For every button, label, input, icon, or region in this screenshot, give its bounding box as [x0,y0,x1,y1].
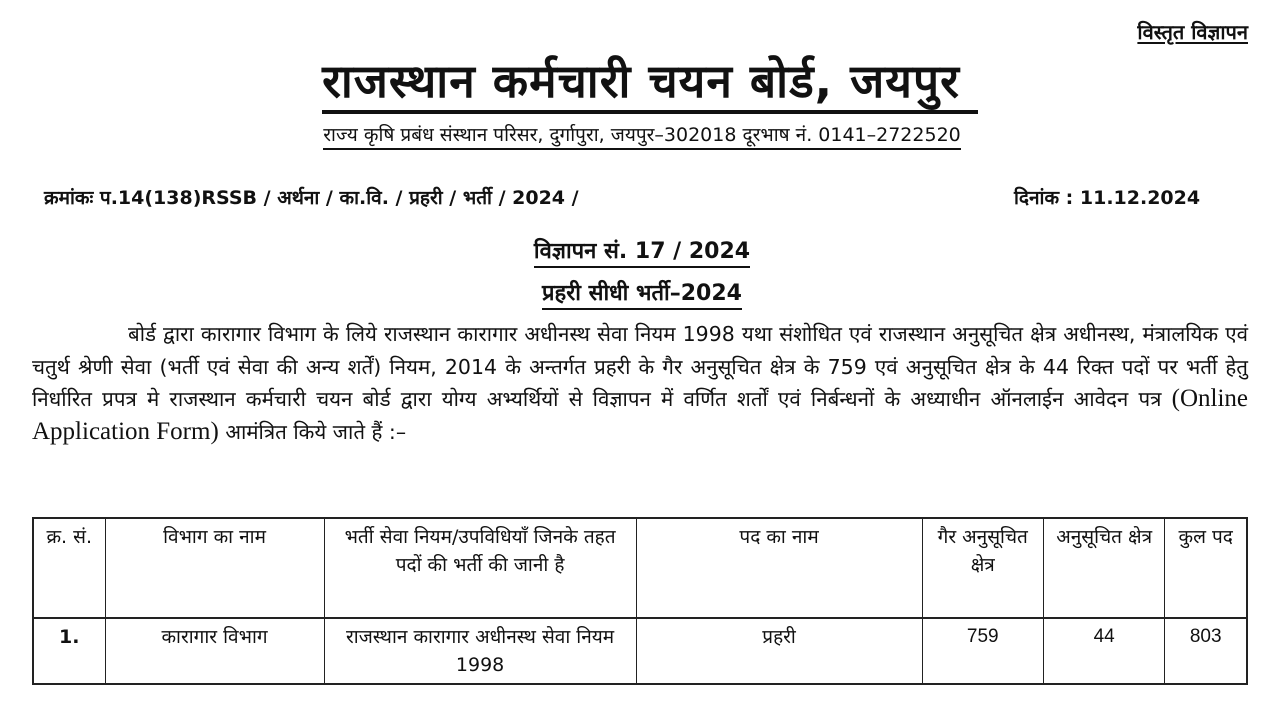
table-header-row [33,518,1247,618]
body-text-tail: आमंत्रित किये जाते हैं :– [225,419,407,444]
cell-post-name: प्रहरी [636,618,922,684]
body-paragraph [32,318,1248,448]
cell-serial-number: 1. [33,618,105,684]
reference-number: क्रमांकः प.14(138)RSSB / अर्थना / का.वि. / प्रहरी / भर्ती / 2024 / [44,187,579,209]
cell-scheduled-area: 44 [1043,618,1164,684]
issue-date: दिनांक : 11.12.2024 [1014,187,1201,209]
cell-total-posts: 803 [1165,618,1247,684]
recruitment-title-container [0,280,1280,310]
header-department-name: विभाग का नाम [105,518,324,618]
advertisement-number-container [0,238,1280,268]
detailed-advertisement-tag: विस्तृत विज्ञापन [1137,20,1248,44]
header-non-scheduled-area: गैर अनुसूचित क्षेत्र [922,518,1043,618]
table-row [33,618,1247,684]
recruitment-title: प्रहरी सीधी भर्ती–2024 [542,280,742,310]
header-total-posts: कुल पद [1165,518,1247,618]
cell-non-scheduled-area: 759 [922,618,1043,684]
header-post-name: पद का नाम [636,518,922,618]
posts-table [32,517,1248,685]
cell-department-name: कारागार विभाग [105,618,324,684]
board-address: राज्य कृषि प्रबंध संस्थान परिसर, दुर्गापुरा, जयपुर–302018 दूरभाष नं. 0141–2722520 [323,122,961,150]
board-title-container [0,52,1280,114]
board-address-container [0,122,1280,150]
advertisement-number: विज्ञापन सं. 17 / 2024 [534,238,750,268]
board-title: राजस्थान कर्मचारी चयन बोर्ड, जयपुर [322,52,978,114]
header-scheduled-area: अनुसूचित क्षेत्र [1043,518,1164,618]
header-service-rules: भर्ती सेवा नियम/उपविधियाँ जिनके तहत पदों की भर्ती की जानी है [324,518,636,618]
body-text-hindi: बोर्ड द्वारा कारागार विभाग के लिये राजस्थान कारागार अधीनस्थ सेवा नियम 1998 यथा संशोधित एवं राजस्थान अनुसूचित क्षेत्र अधीनस्थ, मंत्रालयिक एवं चतुर्थ श्रेणी सेवा (भर्ती एवं सेवा की अन्य शर्तें) नियम, 2014 के अन्तर्गत प्रहरी के गैर अनुसूचित क्षेत्र के 759 एवं अनुसूचित क्षेत्र के 44 रिक्त पदों पर भर्ती हेतु निर्धारित प्रपत्र मे राजस्थान कर्मचारी चयन बोर्ड द्वारा योग्य अभ्यर्थियों से विज्ञापन में वर्णित शर्तों एवं निर्बन्धनों के अध्याधीन ऑनलाईन आवेदन पत्र [32,322,1248,411]
cell-service-rules: राजस्थान कारागार अधीनस्थ सेवा नियम 1998 [324,618,636,684]
header-serial-number: क्र. सं. [33,518,105,618]
body-text-english: (Online Application Form) [32,385,1248,445]
